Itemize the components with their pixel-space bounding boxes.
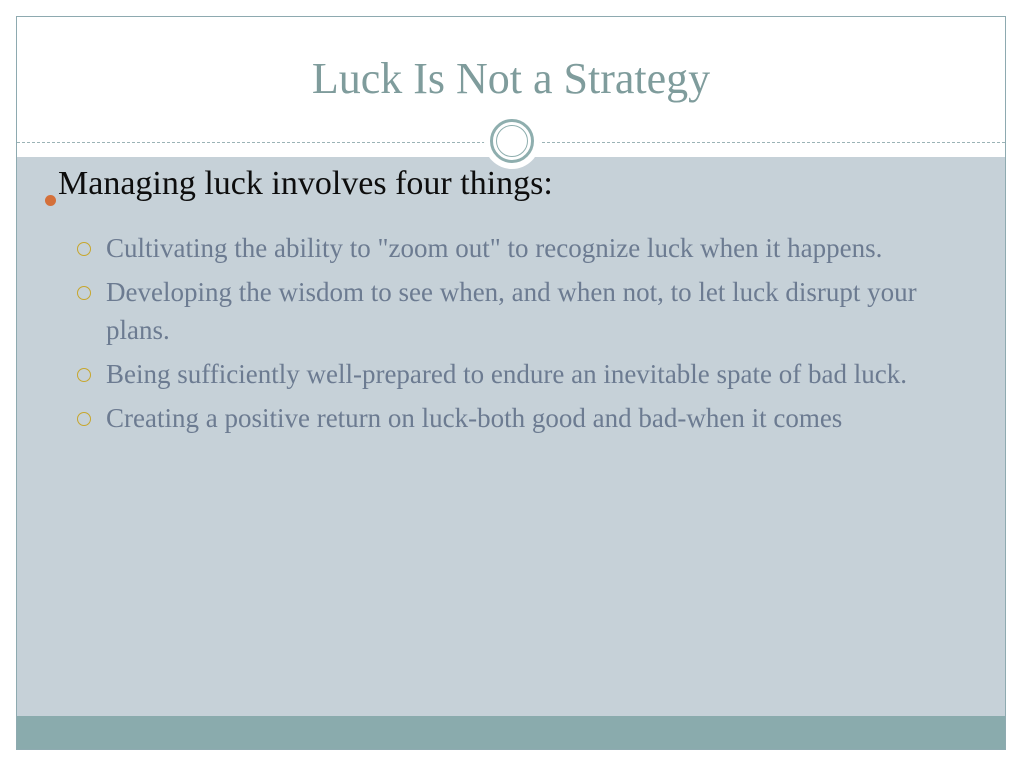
sub-bullet-text: Cultivating the ability to "zoom out" to recognize luck when it happens. bbox=[106, 233, 883, 263]
ring-bullet-icon bbox=[77, 368, 91, 382]
sub-bullet-item bbox=[76, 273, 966, 349]
sub-bullet-item bbox=[76, 399, 966, 437]
sub-bullet-list bbox=[76, 229, 966, 443]
ring-bullet-icon bbox=[77, 242, 91, 256]
footer-bar bbox=[17, 716, 1005, 750]
sub-bullet-text: Developing the wisdom to see when, and when not, to let luck disrupt your plans. bbox=[106, 277, 917, 345]
sub-bullet-text: Creating a positive return on luck-both good and bad-when it comes bbox=[106, 403, 843, 433]
ring-bullet-icon bbox=[77, 286, 91, 300]
slide-title: Luck Is Not a Strategy bbox=[311, 54, 711, 103]
main-bullet-text: Managing luck involves four things: bbox=[58, 165, 553, 202]
sub-bullet-item bbox=[76, 355, 966, 393]
bullet-dot-icon bbox=[45, 195, 56, 206]
sub-bullet-text: Being sufficiently well-prepared to endure an inevitable spate of bad luck. bbox=[106, 359, 907, 389]
ring-bullet-icon bbox=[77, 412, 91, 426]
sub-bullet-item bbox=[76, 229, 966, 267]
circle-ornament-inner-icon bbox=[496, 125, 528, 157]
